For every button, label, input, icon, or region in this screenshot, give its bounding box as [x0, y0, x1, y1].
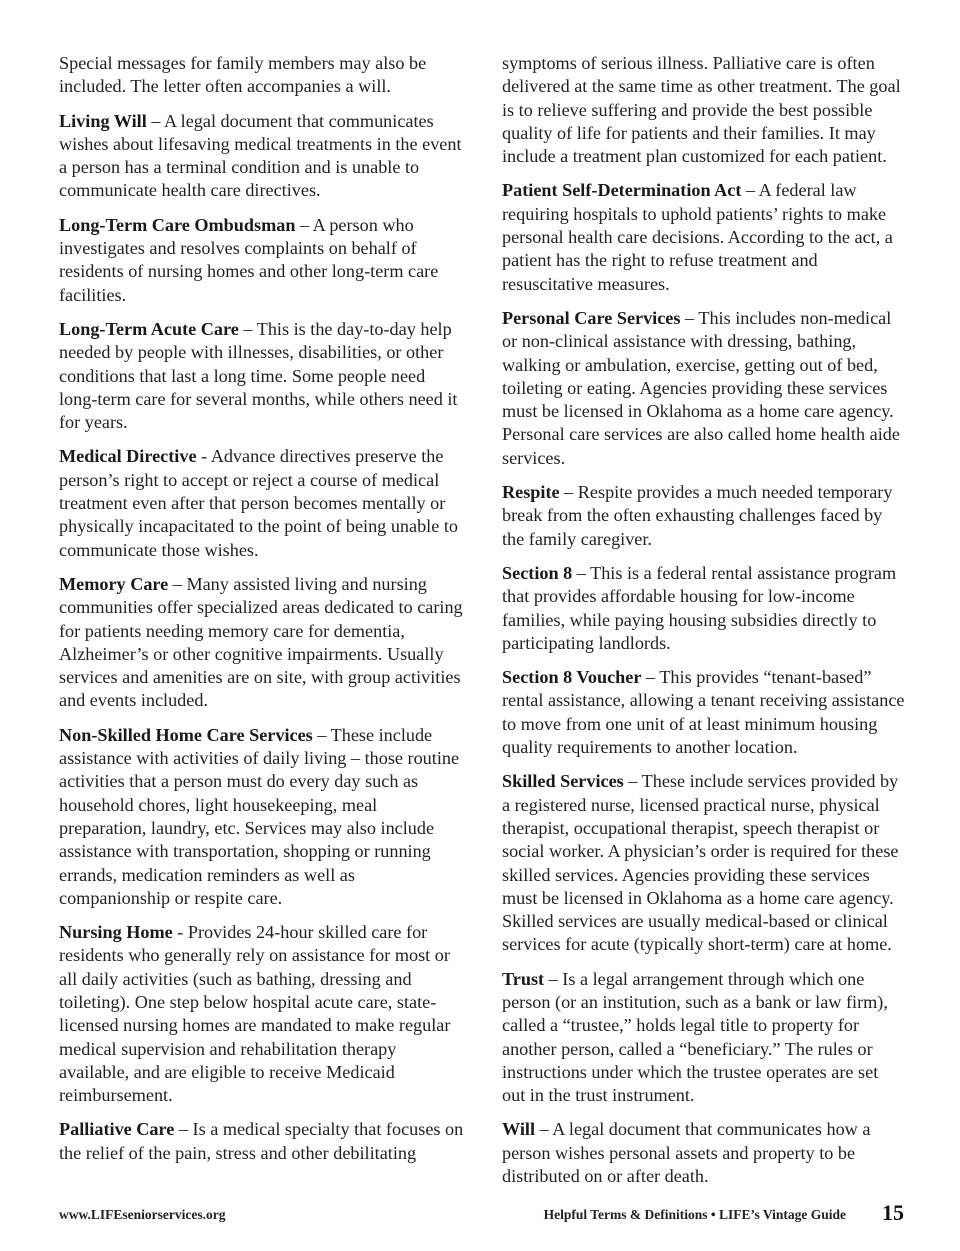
definition-text: A legal document that communicates wishes about lifesaving medical treatments in the event a person has a terminal condition and is unable to communicate health care directives. [59, 110, 462, 201]
definition-memory-care [59, 573, 465, 713]
term-separator: – [146, 110, 164, 131]
definition-text: Many assisted living and nursing communities offer specialized areas dedicated to caring for patients needing memory care for dementia, Alzheimer’s or other cognitive impairments. Usually services and amenities are on site, with group activities and events included. [59, 573, 463, 711]
term-separator: – [312, 724, 331, 745]
left-column [59, 52, 465, 1176]
term-separator: – [174, 1119, 193, 1140]
term-separator: – [295, 214, 313, 235]
term-separator: - [196, 446, 211, 467]
definition-section-8 [502, 562, 906, 655]
footer-website-link[interactable]: www.LIFEseniorservices.org [59, 1207, 226, 1222]
term-heading: Medical Directive [59, 446, 197, 467]
definition-text: A legal document that communicates how a person wishes personal assets and property to be distributed on or after death. [502, 1119, 871, 1187]
definition-long-term-acute-care [59, 318, 465, 434]
term-separator: – [623, 771, 642, 792]
term-heading: Living Will [59, 110, 147, 131]
term-heading: Long-Term Acute Care [59, 318, 239, 339]
definition-trust [502, 968, 906, 1108]
page-footer [59, 1200, 904, 1227]
definition-text: Provides 24-hour skilled care for residents who generally rely on assistance for most or all daily activities (such as bathing, dressing and toileting). One step below hospital acute care, state-licensed nursing homes are mandated to make regular medical supervision and rehabilitation therapy available, and are eligible to receive Medicaid reimbursement. [59, 922, 451, 1106]
term-separator: – [559, 482, 578, 503]
definition-text: This is the day-to-day help needed by people with illnesses, disabilities, or other conditions that last a long time. Some people need long-term care for several months, while others need it for years. [59, 318, 458, 433]
definition-skilled-services [502, 770, 906, 956]
definition-nursing-home [59, 921, 465, 1107]
term-heading: Nursing Home [59, 922, 173, 943]
footer-guide-title: Helpful Terms & Definitions • LIFE’s Vintage Guide [543, 1207, 846, 1222]
definition-medical-directive [59, 445, 465, 561]
definition-text: symptoms of serious illness. Palliative care is often delivered at the same time as other treatment. The goal is to relieve suffering and provide the best possible quality of life for patients and their families. It may include a treatment plan customized for each patient. [502, 53, 901, 167]
page-number: 15 [882, 1200, 904, 1225]
definition-text: These include services provided by a registered nurse, licensed practical nurse, physical therapist, occupational therapist, speech therapist or social worker. A physician’s order is required for these skilled services. Agencies providing these services must be licensed in Oklahoma as a home care agency. Skilled services are usually medical-based or clinical services for acute (typically short-term) care at home. [502, 771, 899, 955]
term-separator: – [535, 1119, 553, 1140]
definition-respite [502, 481, 906, 551]
definition-text: Advance directives preserve the person’s right to accept or reject a course of medical treatment even after that person becomes mentally or physically incapacitated to the point of being unable to communicate those wishes. [59, 446, 458, 560]
term-separator: – [238, 318, 257, 339]
term-separator: – [168, 573, 187, 594]
term-heading: Memory Care [59, 573, 169, 594]
definition-non-skilled-home-care-services [59, 724, 465, 910]
definition-text: Respite provides a much needed temporary break from the often exhausting challenges faced by the family caregiver. [502, 482, 893, 549]
definition-long-term-care-ombudsman [59, 214, 465, 307]
definition-text: These include assistance with activities of daily living – those routine activities that a person must do every day such as household chores, light housekeeping, meal preparation, laundry, etc. Services may also include assistance with transportation, shopping or running errands, medication reminders as well as companionship or respite care. [59, 724, 460, 908]
term-heading: Respite [502, 482, 560, 503]
definition-text: A person who investigates and resolves complaints on behalf of residents of nursing homes and other long-term care facilities. [59, 214, 439, 305]
term-heading: Non-Skilled Home Care Services [59, 724, 313, 745]
term-separator: – [572, 562, 591, 583]
term-heading: Section 8 [502, 562, 573, 583]
term-heading: Long-Term Care Ombudsman [59, 214, 296, 235]
definition-text: Special messages for family members may also be included. The letter often accompanies a will. [59, 53, 427, 97]
definition-continuation [502, 52, 906, 168]
term-heading: Palliative Care [59, 1119, 175, 1140]
term-heading: Will [502, 1119, 536, 1140]
definition-section-8-voucher [502, 666, 906, 759]
definition-living-will [59, 110, 465, 203]
term-separator: – [641, 667, 660, 688]
definition-text: This is a federal rental assistance program that provides affordable housing for low-income families, while paying housing subsidies directly to participating landlords. [502, 562, 897, 653]
definition-text: A federal law requiring hospitals to uphold patients’ rights to make personal health care decisions. According to the act, a patient has the right to refuse treatment and resuscitative measures. [502, 180, 893, 294]
term-heading: Patient Self-Determination Act [502, 180, 742, 201]
definition-patient-self-determination-act [502, 179, 906, 295]
term-separator: - [172, 922, 188, 943]
definition-will [502, 1118, 906, 1188]
term-heading: Skilled Services [502, 771, 624, 792]
definition-continuation [59, 52, 465, 99]
definition-palliative-care [59, 1118, 465, 1165]
term-separator: – [544, 968, 563, 989]
definition-text: Is a medical specialty that focuses on the relief of the pain, stress and other debilitating [59, 1119, 464, 1163]
term-separator: – [680, 307, 699, 328]
right-column [502, 52, 906, 1199]
term-heading: Trust [502, 968, 545, 989]
definition-text: This includes non-medical or non-clinical assistance with dressing, bathing, walking or ambulation, exercise, getting out of bed, toileting or eating. Agencies providing these services must be licensed in Oklahoma as a home care agency. Personal care services are also called home health aide services. [502, 307, 900, 468]
term-heading: Personal Care Services [502, 307, 681, 328]
definition-personal-care-services [502, 307, 906, 470]
definition-text: This provides “tenant-based” rental assistance, allowing a tenant receiving assistance to move from one unit of at least minimum housing quality requirements to another location. [502, 667, 905, 758]
definition-text: Is a legal arrangement through which one person (or an institution, such as a bank or law firm), called a “trustee,” holds legal title to property for another person, called a “beneficiary.” The rules or instructions under which the trustee operates are set out in the trust instrument. [502, 968, 888, 1106]
term-heading: Section 8 Voucher [502, 667, 642, 688]
term-separator: – [741, 180, 759, 201]
